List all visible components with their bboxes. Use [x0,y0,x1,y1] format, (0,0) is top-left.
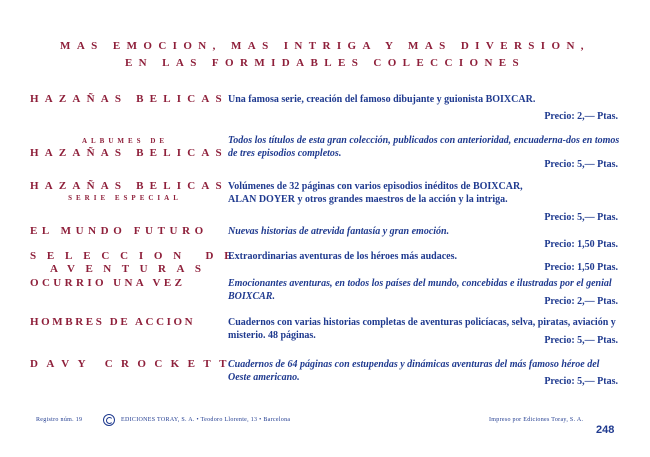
entry-title-davy-crockett: DAVY CROCKETT [30,358,235,370]
entry-title-ocurrio-una-vez: OCURRIO UNA VEZ [30,277,186,289]
entry-title-hazanas-belicas: HAZAÑAS BELICAS [30,93,228,105]
entry-price: Precio: 5,— Ptas. [544,335,618,346]
footer-registro: Registro núm. 19 [36,417,83,423]
entry-description-line-1: Volúmenes de 32 páginas con varios episodios inéditos de BOIXCAR, [228,181,523,192]
entry-description: Extraordinarias aventuras de los héroes más audaces. [228,251,457,262]
entry-price: Precio: 2,— Ptas. [544,111,618,122]
header-line-2: EN LAS FORMIDABLES COLECCIONES [124,57,526,69]
entry-description-line-2: ALAN DOYER y otros grandes maestros de la acción y la intriga. [228,194,508,205]
entry-price: Precio: 5,— Ptas. [544,212,618,223]
entry-title-albumes: HAZAÑAS BELICAS [30,147,228,159]
copyright-icon [103,414,115,426]
footer-publisher: EDICIONES TORAY, S. A. • Teodoro Llorente, 13 • Barcelona [121,417,291,423]
entry-description: Todos los títulos de esta gran colección, publicados con anterioridad, encuaderna-dos en tomos de tres episodios completos. [228,135,620,159]
entry-title-hombres-de-accion: HOMBRES DE ACCION [30,316,196,328]
entry-title-bottom: SERIE ESPECIAL [68,194,182,202]
entry-description: Emocionantes aventuras, en todos los países del mundo, concebidas e ilustradas por el genial BOIXCAR. [228,278,612,302]
entry-description: Una famosa serie, creación del famoso dibujante y guionista BOIXCAR. [228,94,536,105]
footer-printed-by: Impreso por Ediciones Toray, S. A. [489,417,584,423]
entry-title-top: ALBUMES DE [81,137,169,145]
entry-title-aventuras: AVENTURAS [50,263,212,275]
entry-price: Precio: 1,50 Ptas. [544,239,618,250]
entry-description: Nuevas historias de atrevida fantasía y gran emoción. [228,226,450,237]
entry-price: Precio: 2,— Ptas. [544,296,618,307]
header-line-1: MAS EMOCION, MAS INTRIGA Y MAS DIVERSION, [60,40,590,52]
entry-title-mundo-futuro: EL MUNDO FUTURO [30,225,208,237]
entry-price: Precio: 1,50 Ptas. [544,262,618,273]
entry-price: Precio: 5,— Ptas. [544,376,618,387]
entry-title-serie-especial: HAZAÑAS BELICAS [30,180,228,192]
entry-price: Precio: 5,— Ptas. [544,159,618,170]
entry-description: Cuadernos de 64 páginas con estupendas y dinámicas aventuras del más famoso héroe del Oeste americano. [228,359,600,383]
entry-description: Cuadernos con varias historias completas de aventuras policíacas, selva, piratas, aviación y misterio. 48 páginas. [228,317,616,341]
page-number: 248 [596,424,615,436]
entry-title-seleccion: SELECCION DE [30,250,243,262]
